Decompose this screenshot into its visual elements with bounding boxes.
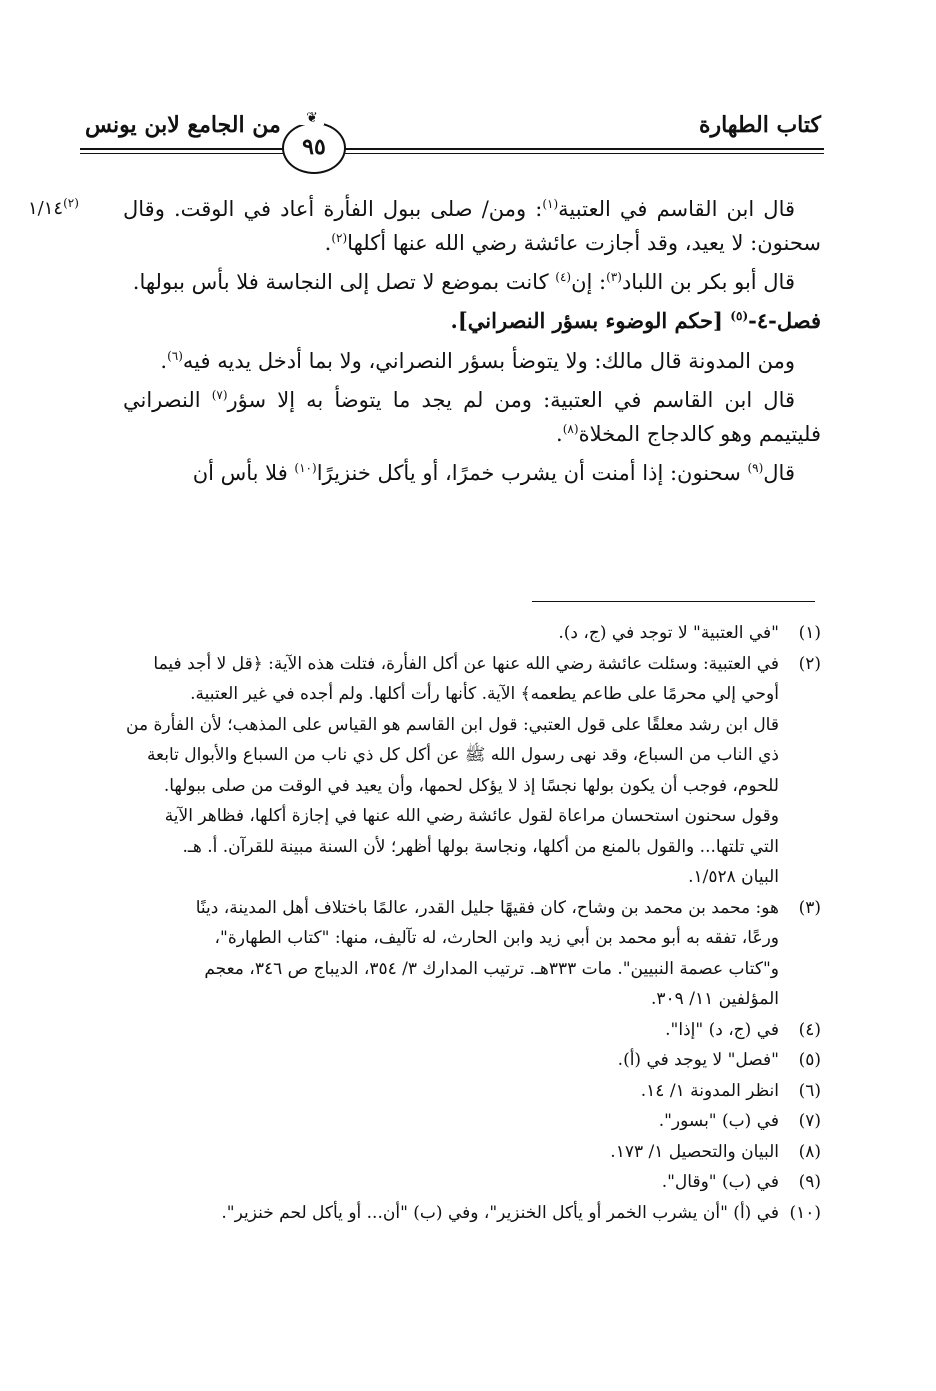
footnote-text	[123, 1015, 779, 1046]
margin-reference-note: (٢)	[63, 196, 79, 210]
text-run: قال	[763, 461, 795, 485]
running-header-book-title: كتاب الطهارة	[698, 112, 821, 138]
footnote-marker: (٢)	[331, 231, 348, 245]
footnote-marker: (٣)	[606, 270, 622, 284]
text-run: .	[324, 231, 332, 255]
footnote-line: التي تلتها... والقول بالمنع من أكلها، ونجاسة بولها أظهر؛ لأن السنة مبينة للقرآن. أ. هـ.	[182, 836, 779, 857]
page-number: ٩٥	[282, 122, 346, 174]
footnote-number: (٣)	[798, 897, 821, 918]
text-run: النصراني فليتيمم وهو كالدجاج المخلاة	[123, 388, 821, 446]
margin-reference-folio: ١/١٤	[28, 198, 64, 219]
ornament-icon: ❦	[300, 111, 324, 125]
footnote-number: (٢)	[798, 653, 821, 674]
footnote-marker: (٩)	[747, 461, 764, 475]
section-heading	[123, 304, 821, 338]
footnote-line: "فصل" لا يوجد في (أ).	[617, 1050, 779, 1070]
footnote-line: في (ب) "بسور".	[658, 1111, 779, 1131]
footnote-number: (٩)	[798, 1172, 821, 1192]
text-run: سحنون: إذا أمنت أن يشرب خمرًا، أو يأكل خنزيرًا	[316, 461, 748, 485]
text-run: فصل-٤-	[748, 308, 821, 333]
footnote-text	[123, 618, 779, 649]
footnote-line: في (ج، د) "إذا".	[665, 1019, 779, 1040]
footnote-8	[123, 1137, 821, 1168]
text-run: ومن المدونة قال مالك: ولا يتوضأ بسؤر النصراني، ولا بما أدخل يديه فيه	[182, 349, 795, 373]
footnote-marker: (١٠)	[294, 461, 317, 475]
footnote-marker: (٥)	[730, 309, 749, 323]
footnote-line: ورعًا، تفقه به أبو محمد بن أبي زيد وابن الحارث، له تآليف، منها: "كتاب الطهارة"،	[214, 928, 779, 948]
margin-reference	[28, 198, 118, 219]
text-run: : إن	[571, 270, 607, 294]
text-run: قال ابن القاسم في العتبية	[558, 197, 795, 221]
main-text	[123, 192, 821, 495]
footnote-number: (٥)	[798, 1050, 821, 1070]
text-run: [حكم الوضوء بسؤر النصراني].	[450, 308, 731, 333]
text-run: قال ابن القاسم في العتبية: ومن لم يجد ما يتوضأ به إلا سؤر	[227, 388, 796, 412]
text-run: .	[556, 422, 563, 446]
footnote-text	[123, 1106, 779, 1137]
footnote-line: في (ب) "وقال".	[661, 1172, 779, 1192]
footnote-text	[123, 1198, 779, 1229]
header-rule-thick	[80, 148, 824, 150]
footnote-3	[123, 893, 821, 1015]
footnote-number: (١٠)	[789, 1202, 821, 1223]
footnote-line: انظر المدونة ١/ ١٤.	[640, 1080, 779, 1101]
footnote-marker: (٦)	[167, 349, 183, 363]
footnote-separator	[532, 601, 815, 602]
footnote-text	[123, 893, 779, 1015]
footnote-line: في (أ) "أن يشرب الخمر أو يأكل الخنزير"، وفي (ب) "أن... أو يأكل لحم خنزير".	[221, 1202, 779, 1223]
footnote-2	[123, 649, 821, 893]
footnote-marker: (١)	[542, 197, 559, 211]
paragraph-ibn-allabbad	[123, 265, 821, 299]
footnote-marker: (٨)	[562, 422, 579, 436]
footnote-number: (٧)	[798, 1111, 821, 1131]
footnote-line: المؤلفين ١١/ ٣٠٩.	[651, 989, 779, 1009]
text-run: : ومن/ صلى ببول الفأرة أعاد في الوقت. وقال سحنون: لا يعيد، وقد أجازت عائشة رضي الله عنها أكلها	[123, 197, 821, 255]
footnote-line: البيان والتحصيل ١/ ١٧٣.	[610, 1141, 779, 1162]
footnote-line: في العتبية: وسئلت عائشة رضي الله عنها عن أكل الفأرة، فتلت هذه الآية: ﴿قل لا أجد فيما	[153, 653, 779, 674]
footnote-line: للحوم، فوجب أن يكون بولها نجسًا إذ لا يؤكل لحمها، وأن يعيد في الوقت من صلى ببولها.	[163, 775, 779, 796]
footnote-1	[123, 618, 821, 649]
running-header-work-title: من الجامع لابن يونس	[85, 112, 281, 138]
footnote-number: (١)	[798, 623, 821, 643]
footnote-number: (٤)	[798, 1019, 821, 1040]
footnotes	[123, 618, 821, 1228]
footnote-number: (٦)	[798, 1080, 821, 1101]
footnote-text	[123, 1167, 779, 1198]
header-rule-thin	[80, 153, 824, 154]
footnote-line: و"كتاب عصمة النبيين". مات ٣٣٣هـ. ترتيب المدارك ٣/ ٣٥٤، الديباج ص ٣٤٦، معجم	[204, 958, 779, 979]
footnote-text	[123, 1076, 779, 1107]
text-run: .	[160, 349, 168, 373]
footnote-5	[123, 1045, 821, 1076]
footnote-7	[123, 1106, 821, 1137]
paragraph-sahnun	[123, 456, 821, 490]
text-run: كانت بموضع لا تصل إلى النجاسة فلا بأس ببولها.	[132, 270, 556, 294]
footnote-line: ذي الناب من السباع، وقد نهى رسول الله ﷺ عن أكل كل ذي ناب من السباع والأبوال تابعة	[146, 745, 779, 765]
footnote-marker: (٧)	[211, 388, 228, 402]
paragraph-mudawwana	[123, 344, 821, 378]
footnote-line: أوحي إلي محرمًا على طاعم يطعمه﴾ الآية. كأنها رأت أكلها. ولم أجده في غير العتبية.	[190, 684, 779, 704]
footnote-10	[123, 1198, 821, 1229]
text-run: فلا بأس أن	[192, 461, 295, 485]
footnote-6	[123, 1076, 821, 1107]
footnote-text	[123, 649, 779, 893]
footnote-line: وقول سحنون استحسان مراعاة لقول عائشة رضي الله عنها في إجازة أكلها، فظاهر الآية	[164, 806, 779, 826]
footnote-marker: (٤)	[555, 270, 572, 284]
footnote-line: البيان ١/٥٢٨.	[688, 867, 779, 887]
footnote-line: هو: محمد بن محمد بن وشاح، كان فقيهًا جليل القدر، عالمًا باختلاف أهل المدينة، دينًا	[195, 897, 779, 918]
footnote-9	[123, 1167, 821, 1198]
footnote-line: "في العتبية" لا توجد في (ج، د).	[558, 623, 779, 643]
footnote-number: (٨)	[798, 1141, 821, 1162]
paragraph-ibn-alqasim	[123, 192, 821, 260]
text-run: قال أبو بكر بن اللباد	[621, 270, 795, 294]
footnote-4	[123, 1015, 821, 1046]
paragraph-utbiyya	[123, 383, 821, 451]
footnote-line: قال ابن رشد معلقًا على قول العتبي: قول ابن القاسم هو القياس على المذهب؛ لأن الفأرة من	[126, 714, 779, 735]
footnote-text	[123, 1045, 779, 1076]
footnote-text	[123, 1137, 779, 1168]
